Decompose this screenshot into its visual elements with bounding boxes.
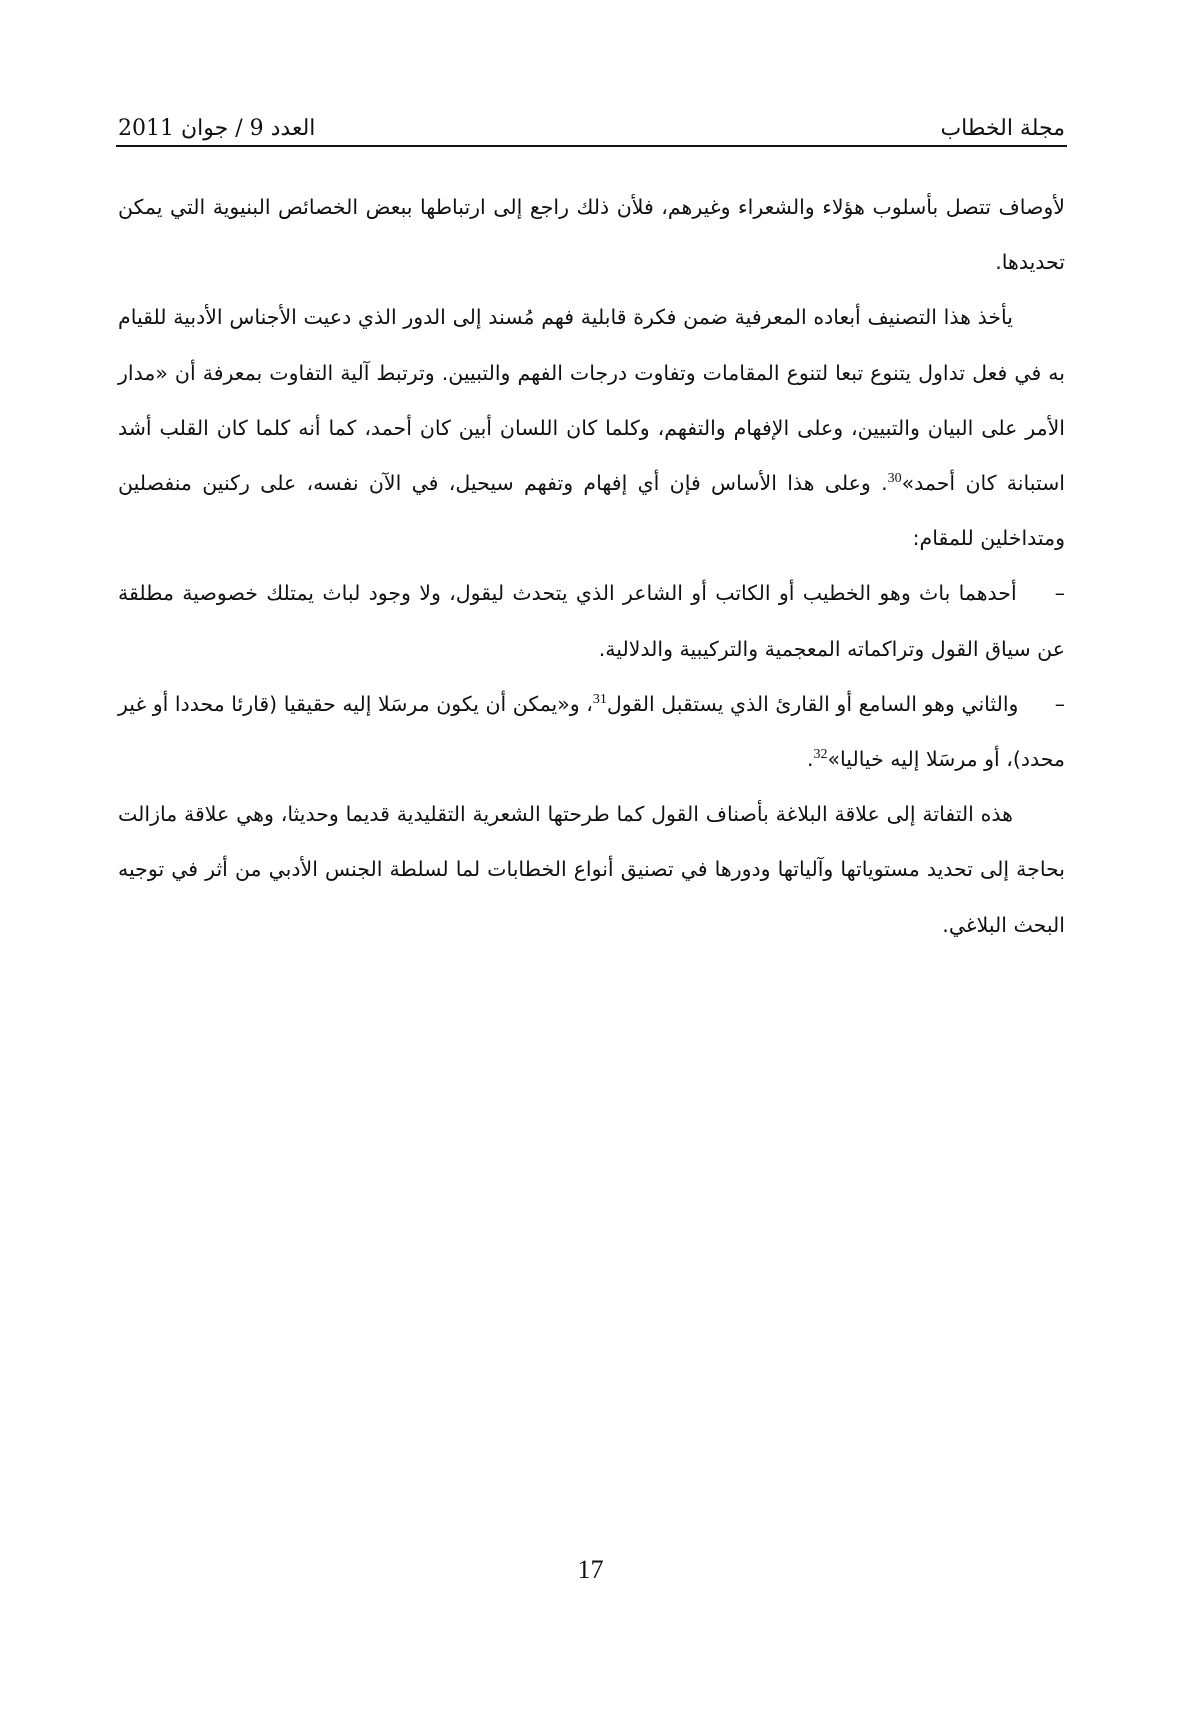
- paragraph-text-rest: . وعلى هذا الأساس فإن أي إفهام وتفهم سيحيل، في الآن نفسه، على ركنين منفصلين ومتداخلين للمقام:: [118, 471, 1065, 551]
- body-text: [118, 180, 1065, 953]
- paragraph-text: يأخذ هذا التصنيف أبعاده المعرفية ضمن فكرة قابلية فهم مُسند إلى الدور الذي دعيت الأجناس الأدبية للقيام به في فعل تداول يتنوع تبعا لتنوع المقامات وتفاوت درجات الفهم والتبيين. وترتبط آلية التفاوت بمعرفة أن «مدار الأمر على البيان والتبيين، وعلى الإفهام والتفهم، وكلما كان اللسان أبين كان أحمد، كما أنه كلما كان القلب أشد استبانة كان أحمد»: [118, 305, 1065, 496]
- list-item-text-rest: ، و«يمكن أن يكون مرسَلا إليه حقيقيا (قارئا محددا أو غير محدد)، أو مرسَلا إليه خياليا»: [118, 691, 1065, 772]
- footnote-ref-30: 30: [887, 471, 902, 487]
- dash-marker: –: [1054, 691, 1065, 716]
- page-number: 17: [577, 1555, 604, 1584]
- paragraph-continuation: لأوصاف تتصل بأسلوب هؤلاء والشعراء وغيرهم، فلأن ذلك راجع إلى ارتباطها ببعض الخصائص البنيوية التي يمكن تحديدها.: [118, 195, 1065, 275]
- list-item-text: والثاني وهو السامع أو القارئ الذي يستقبل القول: [606, 691, 1019, 716]
- list-item-text: أحدهما باث وهو الخطيب أو الكاتب أو الشاعر الذي يتحدث ليقول، ولا وجود لباث يمتلك خصوصية مطلقة عن سياق القول وتراكماته المعجمية والتركيبية والدلالية.: [118, 581, 1065, 661]
- issue-info: العدد 9 / جوان 2011: [118, 116, 316, 141]
- paragraph-classification: [118, 290, 1065, 566]
- footnote-ref-31: 31: [592, 692, 607, 707]
- header-divider: [116, 145, 1067, 147]
- list-item-end: .: [806, 747, 814, 772]
- paragraph-conclusion: هذه التفاتة إلى علاقة البلاغة بأصناف القول كما طرحتها الشعرية التقليدية قديما وحديثا، وهي علاقة مازالت بحاجة إلى تحديد مستوياتها وآلياتها ودورها في تصنيق أنواع الخطابات لما لسلطة الجنس الأدبي من أثر في توجيه البحث البلاغي.: [118, 802, 1065, 937]
- dash-marker: –: [1054, 581, 1065, 606]
- list-item-sender: [118, 566, 1065, 676]
- list-item-receiver: [118, 677, 1065, 787]
- running-header: [118, 104, 1065, 140]
- footnote-ref-32: 32: [813, 747, 828, 763]
- journal-title: مجلة الخطاب: [940, 116, 1065, 141]
